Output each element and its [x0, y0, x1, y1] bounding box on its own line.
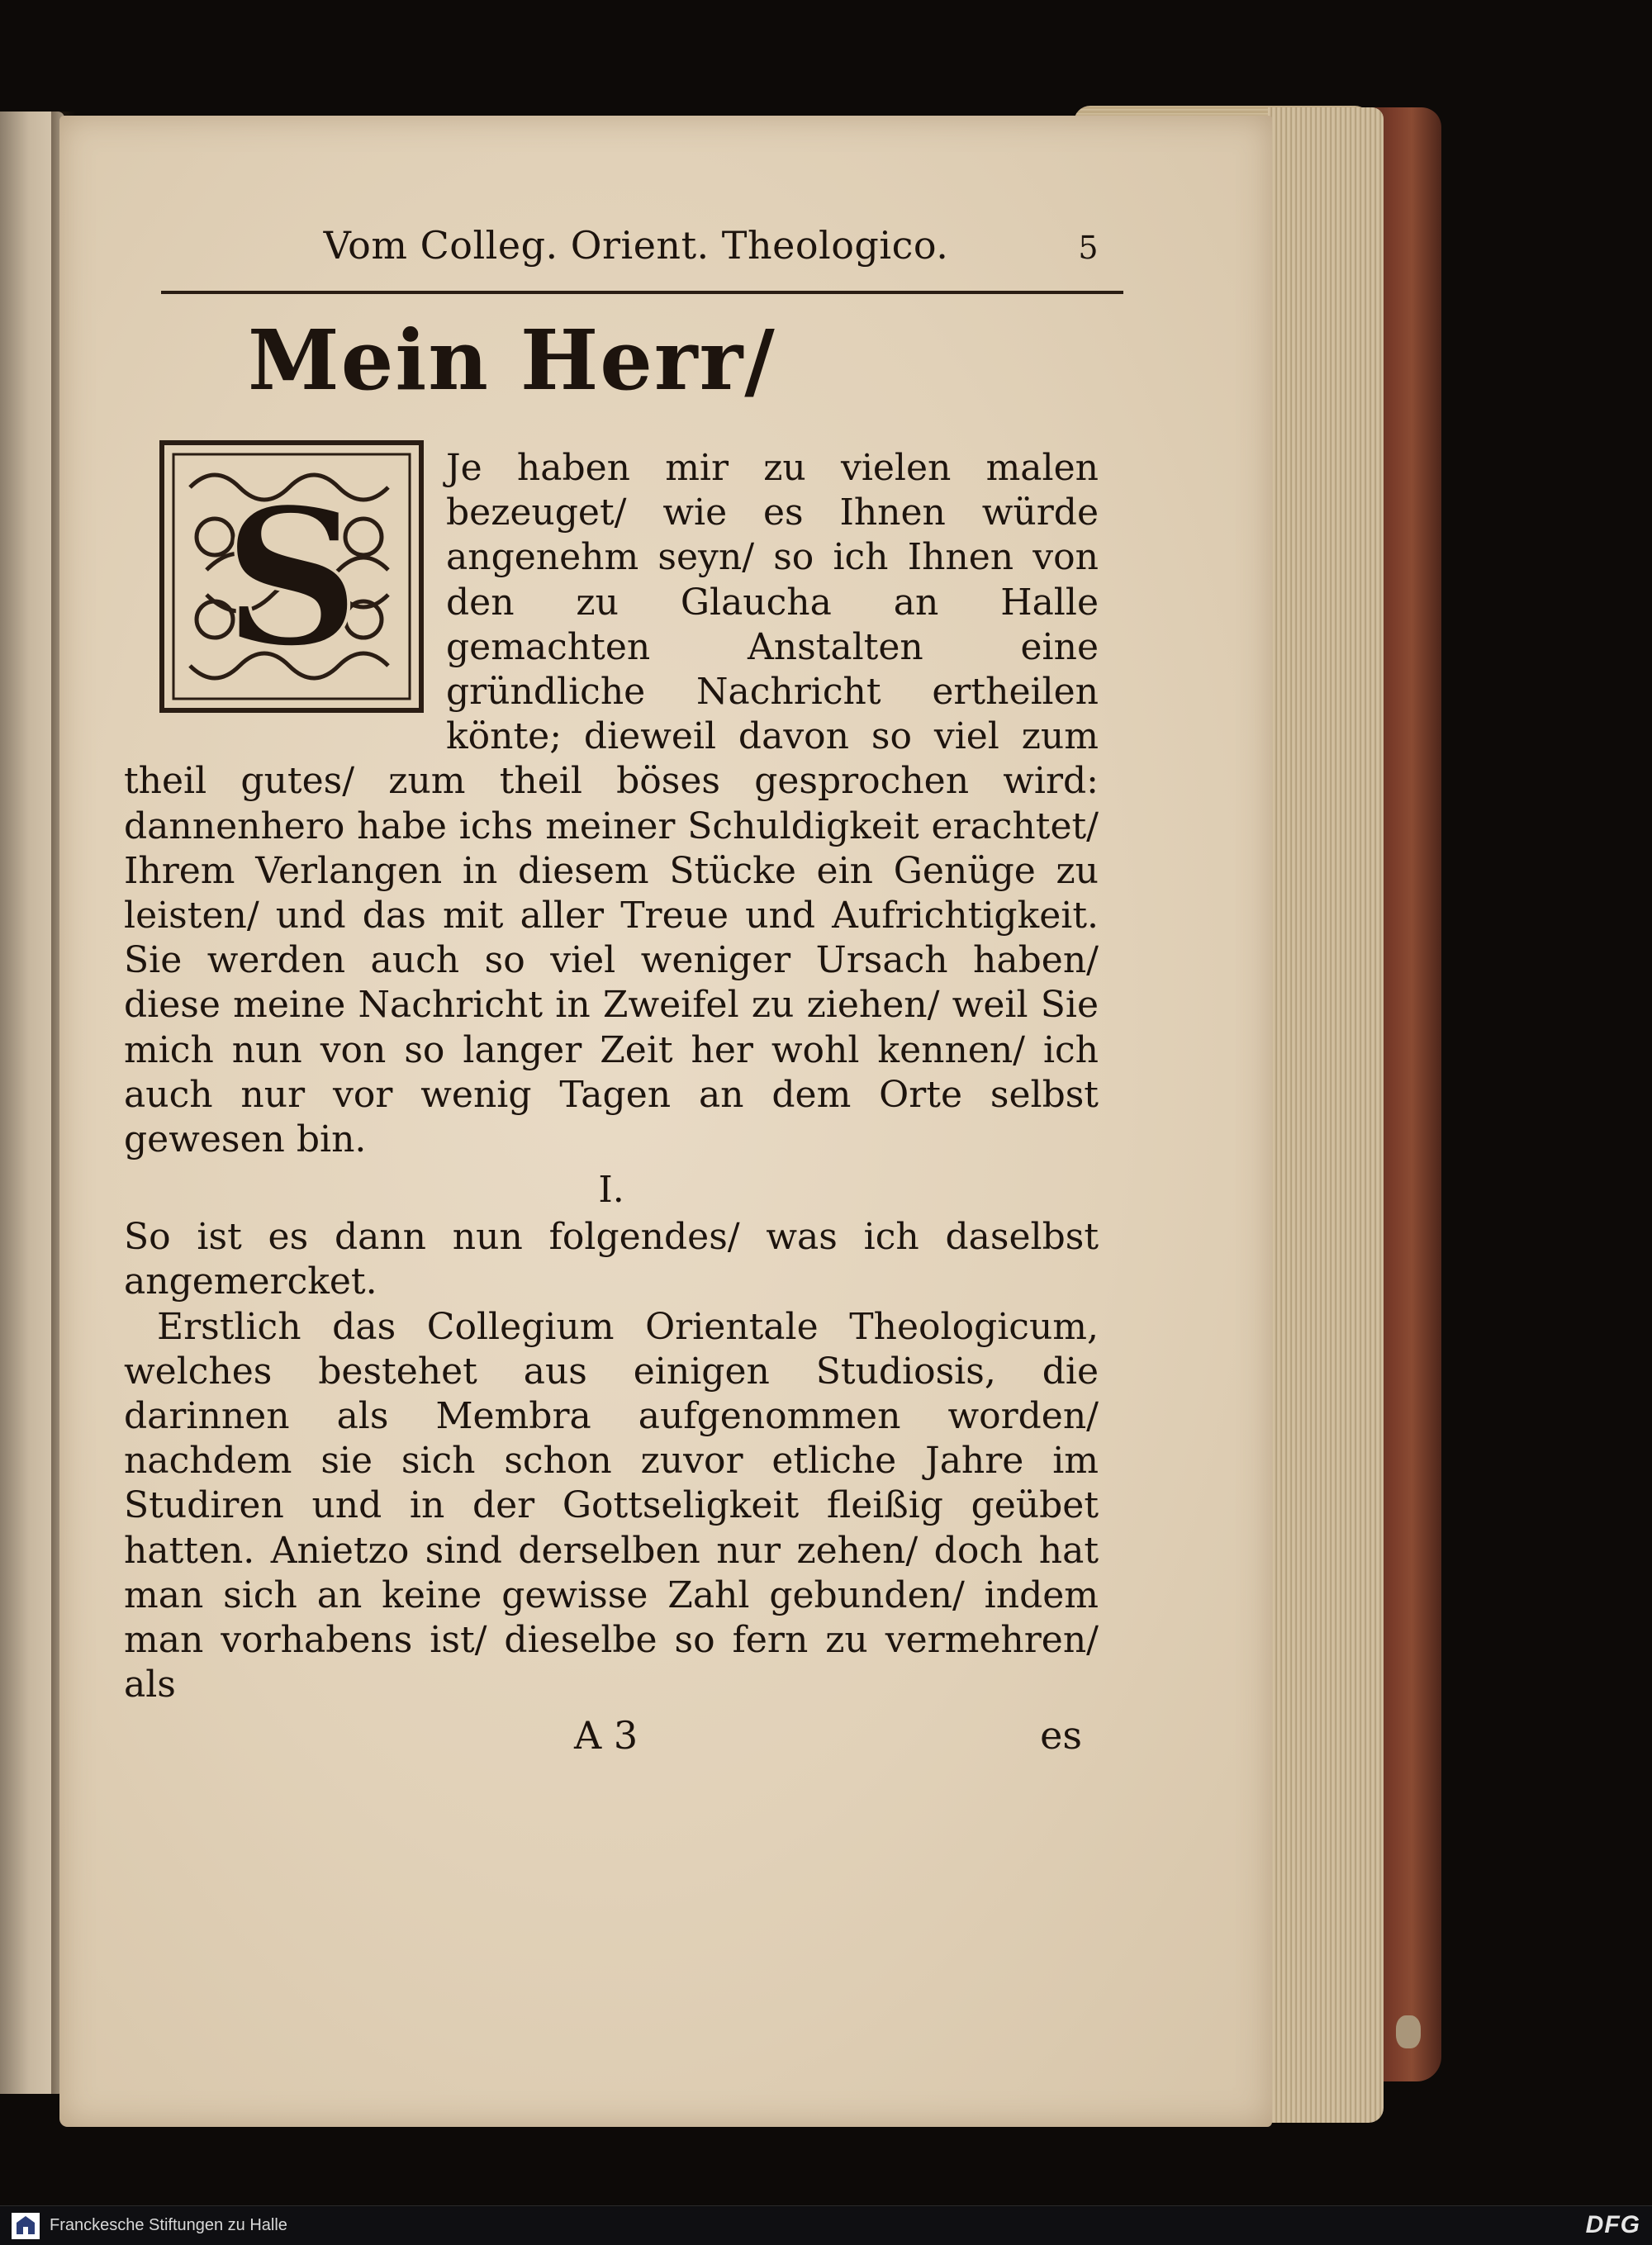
institution-name[interactable]: Franckesche Stiftungen zu Halle — [50, 2216, 287, 2234]
cover-wear-mark — [1396, 2015, 1421, 2048]
dfg-logo[interactable]: DFG — [1585, 2211, 1640, 2238]
salutation: Mein Herr/ — [248, 311, 776, 409]
signature-mark: A 3 — [574, 1713, 638, 1759]
section-number: I. — [598, 1169, 624, 1212]
paragraph-1: Je haben mir zu vielen malen bezeuget/ wie es Ihnen würde angenehm seyn/ so ich Ihnen von den zu Glaucha an Halle gemachten Anstalten eine gründliche Nachricht ertheilen könte; dieweil davon so viel zum theil gutes/ zum theil böses gesprochen wird: dannenhero habe ichs meiner Schuldigkeit erachtet/ Ihrem Verlangen in diesem Stücke ein Genüge zu leisten/ und das mit aller Treue und Aufrichtigkeit. Sie werden auch so viel weniger Ursach haben/ diese meine Nachricht in Zweifel zu ziehen/ weil Sie mich nun von so langer Zeit her wohl kennen/ ich auch nur vor wenig Tagen an dem Orte selbst gewesen bin. — [124, 447, 1099, 1161]
ornamental-initial — [157, 438, 426, 715]
page-block-fore-edge — [1268, 107, 1384, 2123]
viewer-footer-bar — [0, 2205, 1652, 2245]
head-rule — [161, 291, 1123, 294]
institution-logo-icon[interactable] — [12, 2213, 40, 2239]
page-text-block — [124, 223, 1099, 1759]
running-head — [124, 223, 1099, 281]
body-text — [124, 446, 1099, 1707]
catchword: es — [1040, 1713, 1082, 1759]
catch-line — [124, 1712, 1099, 1759]
running-title: Vom Colleg. Orient. Theologico. — [323, 223, 949, 268]
paragraph-2: So ist es dann nun folgendes/ was ich daselbst angemercket. — [124, 1216, 1099, 1303]
page-signature: 5 — [1078, 230, 1099, 266]
initial-letter: S — [222, 467, 361, 690]
paragraph-3: Erstlich das Collegium Orientale Theologicum, welches bestehet aus einigen Studiosis, die darinnen als Membra aufgenommen worden/ nachdem sie sich schon zuvor etliche Jahre im Studiren und in der Gottseligkeit fleißig geübet hatten. Anietzo sind derselben nur zehen/ doch hat man sich an keine gewisse Zahl gebunden/ indem man vorhabens ist/ dieselbe so fern zu vermehren/ als — [124, 1305, 1099, 1706]
